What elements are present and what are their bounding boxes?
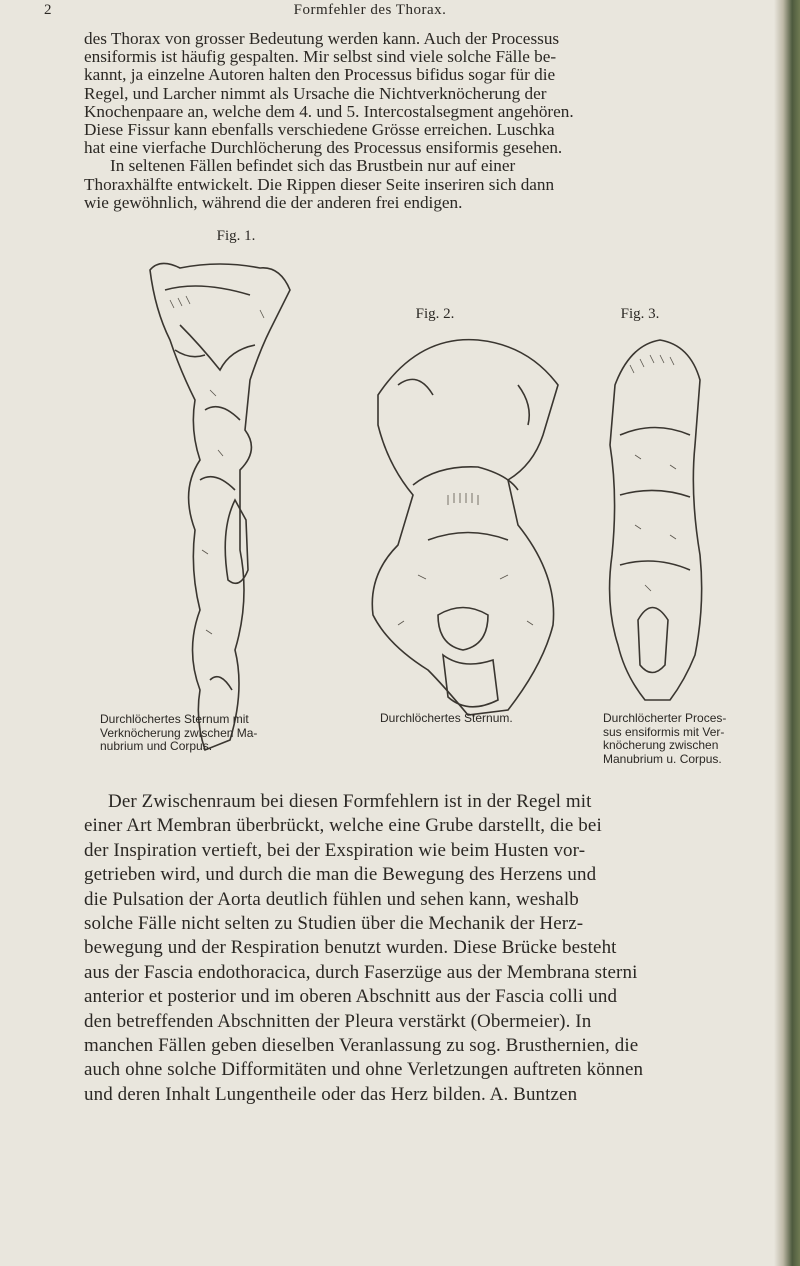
caption-line: Durchlöcherter Proces- (603, 711, 727, 725)
paragraph-2 (84, 790, 724, 1107)
text-line: hat eine vierfache Durchlöcherung des Processus ensiformis gesehen. (84, 138, 563, 158)
figure-1-caption (100, 713, 290, 754)
paragraph-1 (84, 30, 720, 212)
text-line: anterior et posterior und im oberen Abschnitt aus der Fascia colli und (84, 986, 618, 1008)
text-line: und deren Inhalt Lungentheile oder das Herz bilden. A. Buntzen (84, 1083, 578, 1105)
text-line: kannt, ja einzelne Autoren halten den Processus bifidus sogar für die (84, 65, 556, 85)
text-line: die Pulsation der Aorta deutlich fühlen und sehen kann, weshalb (84, 888, 579, 910)
running-header (20, 2, 780, 22)
text-line: auch ohne solche Difformitäten und ohne Verletzungen auftreten können (84, 1059, 644, 1081)
text-line: einer Art Membran überbrückt, welche eine Grube darstellt, die bei (84, 815, 602, 837)
text-line: ensiformis ist häufig gespalten. Mir selbst sind viele solche Fälle be- (84, 47, 557, 67)
figure-3-caption (603, 712, 743, 766)
figure-3-label: Fig. 3. (620, 306, 660, 322)
caption-line: Verknöcherung zwischen Ma- (100, 725, 258, 740)
caption-line: Durchlöchertes Sternum mit (100, 712, 249, 726)
header-title: Formfehler des Thorax. (293, 2, 447, 18)
text-line: wie gewöhnlich, während die der anderen frei endigen. (84, 192, 463, 212)
text-line: Der Zwischenraum bei diesen Formfehlern ist in der Regel mit (108, 791, 592, 812)
caption-line: Durchlöchertes Sternum. (380, 711, 513, 725)
page-edge-binding (774, 0, 800, 1266)
figure-1-sternum-illustration (140, 250, 300, 755)
text-line: Thoraxhälfte entwickelt. Die Rippen dieser Seite inseriren sich dann (84, 174, 555, 194)
figure-3-sternum-illustration (590, 325, 720, 705)
text-line: Regel, und Larcher nimmt als Ursache die Nichtverknöcherung der (84, 83, 547, 103)
caption-line: nubrium und Corpus. (100, 739, 213, 753)
text-line: des Thorax von grosser Bedeutung werden kann. Auch der Processus (84, 29, 560, 48)
figure-2-label: Fig. 2. (415, 306, 455, 322)
figure-2-sternum-illustration (358, 325, 568, 720)
caption-line: knöcherung zwischen (603, 738, 719, 752)
caption-line: sus ensiformis mit Ver- (603, 724, 725, 739)
text-line: solche Fälle nicht selten zu Studien über die Mechanik der Herz- (84, 913, 584, 935)
page-number: 2 (44, 2, 52, 18)
figure-1-label: Fig. 1. (216, 228, 256, 244)
text-line: manchen Fällen geben dieselben Veranlassung zu sog. Brusthernien, die (84, 1035, 639, 1057)
text-line: Knochenpaare an, welche dem 4. und 5. Intercostalsegment angehören. (84, 101, 574, 121)
text-line: Diese Fissur kann ebenfalls verschiedene Grösse erreichen. Luschka (84, 120, 555, 140)
caption-line: Manubrium u. Corpus. (603, 751, 722, 766)
figure-2-caption (380, 712, 520, 726)
text-line: getrieben wird, und durch die man die Bewegung des Herzens und (84, 864, 597, 886)
text-line: den betreffenden Abschnitten der Pleura verstärkt (Obermeier). In (84, 1010, 592, 1032)
text-line: der Inspiration vertieft, bei der Exspiration wie beim Husten vor- (84, 839, 586, 861)
text-line: In seltenen Fällen befindet sich das Brustbein nur auf einer (110, 156, 516, 176)
text-line: bewegung und der Respiration benutzt wurden. Diese Brücke besteht (84, 937, 617, 959)
text-line: aus der Fascia endothoracica, durch Faserzüge aus der Membrana sterni (84, 961, 638, 983)
